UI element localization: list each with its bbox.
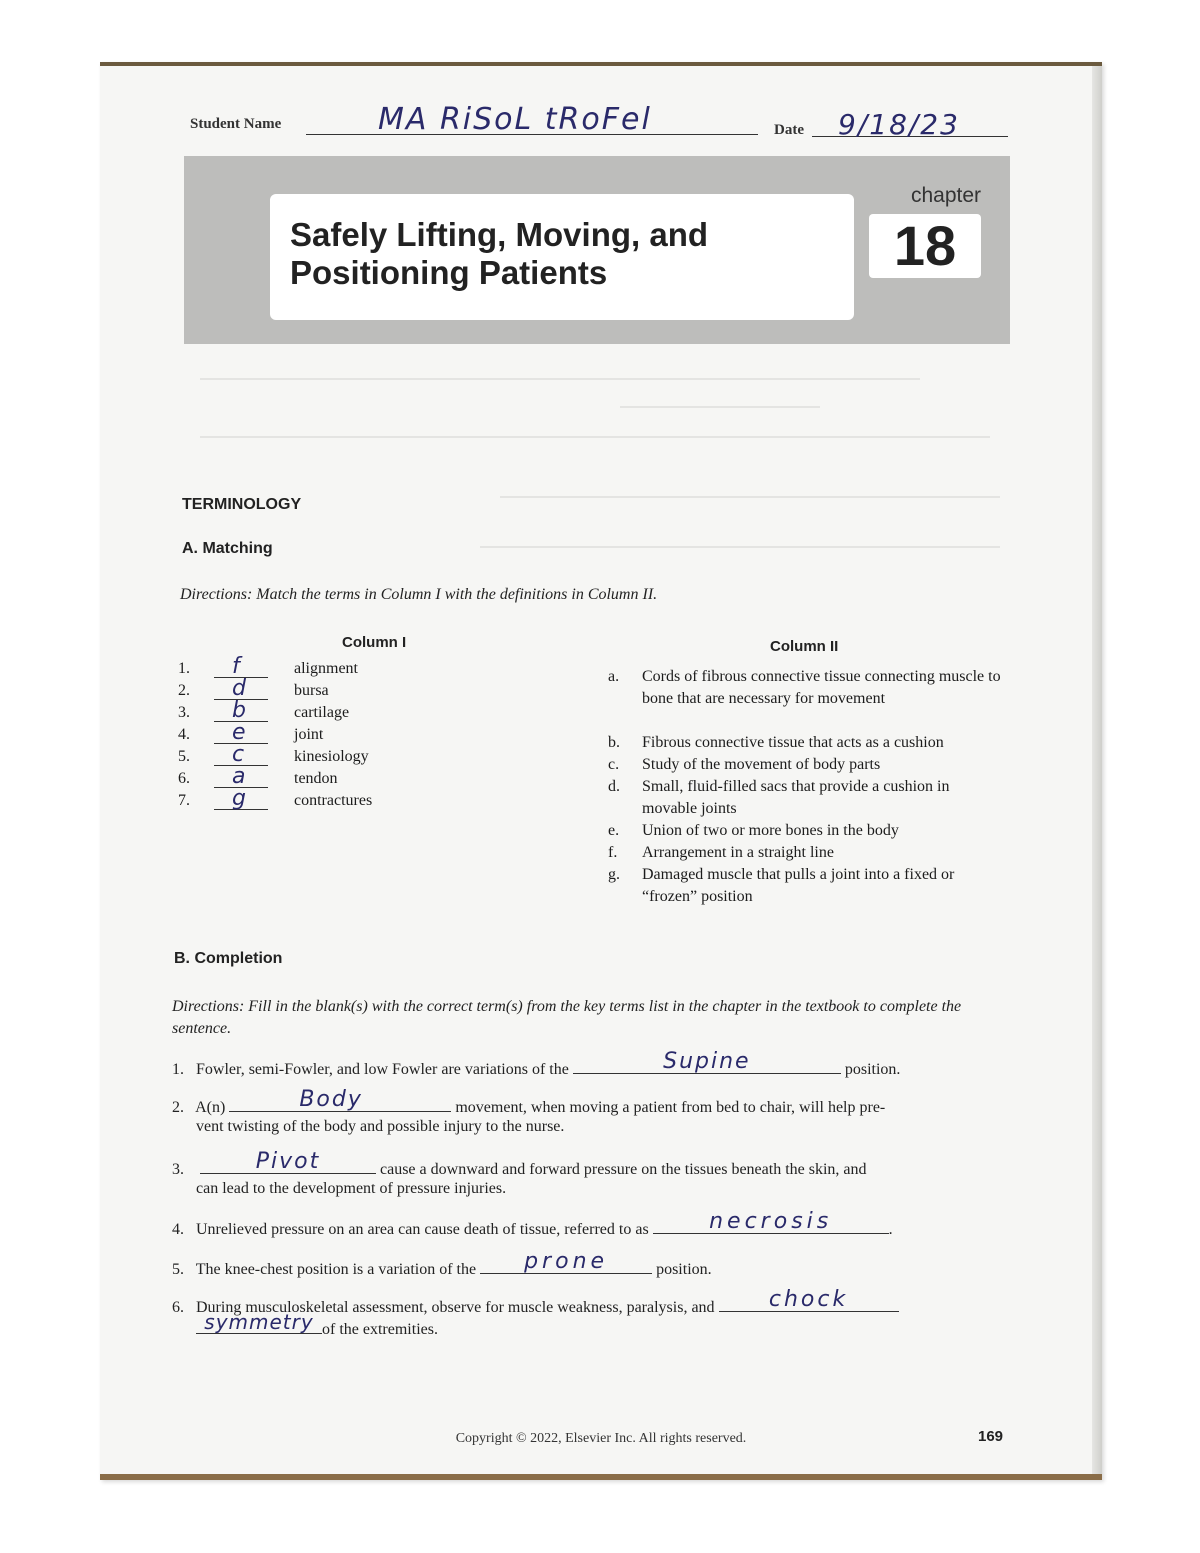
item-text-before: The knee-chest position is a variation of the — [195, 1261, 477, 1278]
answer-blank[interactable] — [653, 1209, 889, 1234]
page-edge — [1092, 66, 1102, 1474]
item-text-after: movement, when moving a patient from bed to chair, will help pre- — [455, 1099, 886, 1116]
chapter-label: chapter — [910, 184, 982, 207]
item-number: 3. — [172, 1161, 184, 1178]
answer-value: e — [232, 720, 246, 745]
chapter-title — [290, 216, 840, 292]
definition-letter: e. — [608, 822, 620, 839]
title-box — [270, 194, 854, 320]
item-text-after: of the extremities. — [322, 1321, 438, 1338]
matching-heading: A. Matching — [182, 540, 273, 557]
completion-directions: Directions: Fill in the blank(s) with the correct term(s) from the key terms list in the chapter in the textbook to complete the sentence. — [172, 998, 962, 1037]
item-text-before: Fowler, semi-Fowler, and low Fowler are variations of the — [196, 1061, 569, 1078]
answer-blank[interactable] — [719, 1287, 899, 1312]
item-text-after: position. — [656, 1261, 712, 1278]
term-number: 7. — [178, 792, 190, 809]
term-number: 4. — [178, 726, 190, 743]
answer-value: chock — [768, 1287, 849, 1312]
definition-letter: d. — [608, 778, 620, 795]
answer-blank[interactable] — [196, 1310, 322, 1334]
item-text-after: . — [888, 1221, 893, 1238]
answer-blank[interactable] — [480, 1249, 652, 1274]
matching-directions: Directions: Match the terms in Column I with the definitions in Column II. — [180, 586, 658, 603]
answer-value: necrosis — [709, 1209, 833, 1234]
date-label: Date — [774, 122, 804, 138]
term-number: 1. — [178, 660, 190, 677]
definition-text: Small, fluid-filled sacs that provide a cushion in movable joints — [642, 778, 950, 817]
completion-heading: B. Completion — [174, 950, 283, 967]
item-text-before: Unrelieved pressure on an area can cause death of tissue, referred to as — [196, 1221, 649, 1238]
term-number: 2. — [178, 682, 190, 699]
student-name-value: MA RiSoL tRoFel — [378, 102, 652, 137]
answer-value: Pivot — [255, 1149, 321, 1174]
term-number: 6. — [178, 770, 190, 787]
show-through-line — [620, 406, 820, 408]
show-through-line — [200, 378, 920, 380]
term-label: bursa — [294, 682, 329, 699]
term-label: tendon — [294, 770, 338, 787]
chapter-title-line2: Positioning Patients — [290, 254, 608, 291]
term-number: 5. — [178, 748, 190, 765]
definition-text: Damaged muscle that pulls a joint into a fixed or “frozen” position — [642, 866, 955, 905]
answer-value: d — [232, 676, 246, 701]
definition-text: Arrangement in a straight line — [642, 844, 834, 861]
answer-value: prone — [524, 1249, 609, 1274]
definition-letter: c. — [608, 756, 620, 773]
definition-text: Study of the movement of body parts — [642, 756, 881, 773]
answer-value: symmetry — [204, 1310, 314, 1334]
term-label: joint — [294, 726, 324, 743]
show-through-line — [500, 496, 1000, 498]
date-value: 9/18/23 — [838, 108, 960, 141]
term-label: contractures — [294, 792, 373, 809]
chapter-title-line1: Safely Lifting, Moving, and — [290, 216, 709, 253]
item-number: 4. — [172, 1221, 184, 1238]
student-name-label: Student Name — [190, 116, 282, 132]
definition-letter: b. — [608, 734, 620, 751]
copyright: Copyright © 2022, Elsevier Inc. All rights reserved. — [455, 1431, 747, 1446]
item-text-line2: vent twisting of the body and possible injury to the nurse. — [196, 1118, 565, 1135]
item-text-before: A(n) — [195, 1099, 226, 1116]
definition-letter: g. — [608, 866, 620, 883]
item-text-after: position. — [844, 1061, 901, 1078]
answer-value: Body — [299, 1087, 363, 1112]
chapter-number-box — [869, 214, 981, 278]
chapter-banner — [184, 156, 1010, 344]
definition-text: Fibrous connective tissue that acts as a cushion — [642, 734, 944, 751]
terminology-heading: TERMINOLOGY — [182, 496, 302, 513]
workbook-page — [100, 62, 1102, 1480]
definition-letter: a. — [608, 668, 620, 685]
item-text-line2: can lead to the development of pressure injuries. — [196, 1180, 507, 1197]
answer-blank[interactable] — [200, 1149, 376, 1174]
item-number: 5. — [172, 1261, 184, 1278]
chapter-number: 18 — [893, 214, 957, 277]
answer-value: g — [232, 786, 246, 811]
item-number: 6. — [172, 1299, 184, 1316]
answer-value: Supine — [663, 1049, 751, 1074]
term-label: kinesiology — [294, 748, 369, 765]
answer-blank[interactable] — [229, 1087, 451, 1112]
term-label: cartilage — [294, 704, 350, 721]
completion-item — [172, 1049, 901, 1081]
completion-item — [172, 1209, 893, 1241]
definition-letter: f. — [608, 844, 618, 861]
completion-item — [172, 1249, 712, 1281]
item-number: 2. — [172, 1099, 184, 1116]
answer-blank[interactable] — [573, 1049, 841, 1074]
answer-value: c — [232, 742, 245, 767]
item-text-after: cause a downward and forward pressure on the tissues beneath the skin, and — [380, 1161, 867, 1178]
item-text-line2 — [196, 1310, 438, 1341]
item-text-before: During musculoskeletal assessment, observe for muscle weakness, paralysis, and — [196, 1299, 715, 1316]
item-number: 1. — [172, 1061, 184, 1078]
show-through-line — [480, 546, 1000, 548]
definition-text: Cords of fibrous connective tissue connecting muscle to bone that are necessary for movement — [642, 668, 1001, 707]
page-number: 169 — [978, 1428, 1004, 1445]
column2-header: Column II — [770, 638, 839, 655]
answer-value: a — [232, 764, 246, 789]
answer-value: b — [232, 698, 246, 723]
definition-text: Union of two or more bones in the body — [642, 822, 899, 839]
answer-value: f — [232, 654, 240, 679]
show-through-line — [200, 436, 990, 438]
term-label: alignment — [294, 660, 358, 677]
column1-header: Column I — [342, 634, 407, 651]
term-number: 3. — [178, 704, 190, 721]
